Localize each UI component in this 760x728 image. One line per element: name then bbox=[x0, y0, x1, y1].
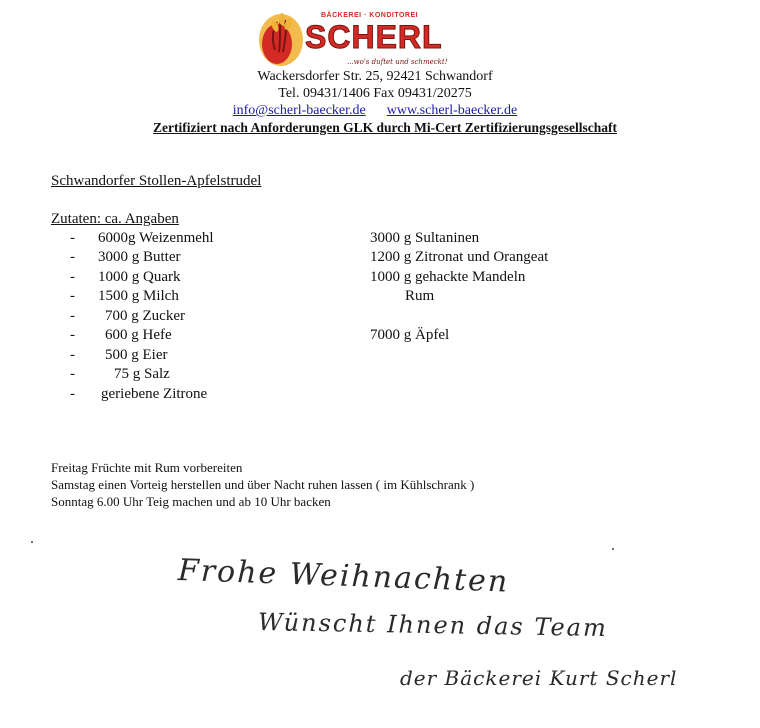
bullet-dash: - bbox=[70, 327, 75, 343]
schedule-line: Sonntag 6.00 Uhr Teig machen und ab 10 Uhr backen bbox=[51, 494, 331, 509]
bullet-dash: - bbox=[70, 366, 75, 382]
handwritten-greeting: Frohe Weihnachten bbox=[177, 553, 510, 600]
ingredient-item: - 1000 g Quark bbox=[70, 268, 181, 288]
ingredient-item: - geriebene Zitrone bbox=[70, 385, 207, 405]
bullet-dash: - bbox=[70, 307, 75, 324]
logo-subtitle: BÄCKEREI · KONDITOREI bbox=[321, 12, 419, 19]
bullet-dash: - bbox=[70, 249, 75, 265]
ingredient-item: - 600 g Hefe bbox=[70, 326, 172, 346]
scherl-logo bbox=[255, 4, 448, 70]
handwritten-wish: Wünscht Ihnen das Team bbox=[257, 608, 609, 643]
ingredient-item: 3000 g Sultaninen bbox=[370, 230, 480, 246]
certification-line: Zertifiziert nach Anforderungen GLK durch Mi-Cert Zertifizierungsgesellschaft bbox=[153, 120, 617, 135]
contact-links bbox=[0, 102, 750, 119]
schedule-line: Freitag Früchte mit Rum vorbereiten bbox=[51, 460, 243, 475]
scan-artifact bbox=[612, 548, 614, 550]
address-line: Wackersdorfer Str. 25, 92421 Schwandorf bbox=[257, 69, 493, 84]
phone-fax-line: Tel. 09431/1406 Fax 09431/20275 bbox=[278, 86, 472, 101]
ingredient-item: 1000 g gehackte Mandeln bbox=[370, 268, 526, 285]
ingredient-item: 7000 g Äpfel bbox=[370, 327, 450, 343]
ingredient-item: - 700 g Zucker bbox=[70, 307, 185, 327]
ingredients-heading: Zutaten: ca. Angaben bbox=[51, 211, 179, 227]
ingredient-item: 1200 g Zitronat und Orangeat bbox=[370, 249, 549, 265]
wheat-emblem-icon bbox=[259, 13, 303, 66]
bullet-dash: - bbox=[70, 288, 75, 304]
recipe-title: Schwandorfer Stollen-Apfelstrudel bbox=[51, 173, 262, 189]
logo-brand: SCHERL bbox=[305, 19, 443, 55]
ingredient-item: Rum bbox=[405, 288, 435, 304]
bullet-dash: - bbox=[70, 385, 75, 402]
ingredient-item: - 6000g Weizenmehl bbox=[70, 229, 214, 249]
ingredient-item: - 500 g Eier bbox=[70, 346, 167, 366]
ingredient-item: - 1500 g Milch bbox=[70, 287, 179, 307]
handwritten-signature: der Bäckerei Kurt Scherl bbox=[400, 666, 678, 690]
ingredient-item: - 3000 g Butter bbox=[70, 248, 181, 268]
email-link[interactable]: info@scherl-baecker.de bbox=[232, 103, 366, 118]
bullet-dash: - bbox=[70, 268, 75, 285]
ingredient-item: - 75 g Salz bbox=[70, 365, 170, 385]
bullet-dash: - bbox=[70, 230, 75, 246]
logo-slogan: ...wo's duftet und schmeckt! bbox=[347, 58, 448, 66]
website-link[interactable]: www.scherl-baecker.de bbox=[386, 103, 518, 118]
schedule-line: Samstag einen Vorteig herstellen und über Nacht ruhen lassen ( im Kühlschrank ) bbox=[51, 477, 475, 492]
scan-artifact bbox=[31, 541, 33, 543]
bullet-dash: - bbox=[70, 346, 75, 363]
